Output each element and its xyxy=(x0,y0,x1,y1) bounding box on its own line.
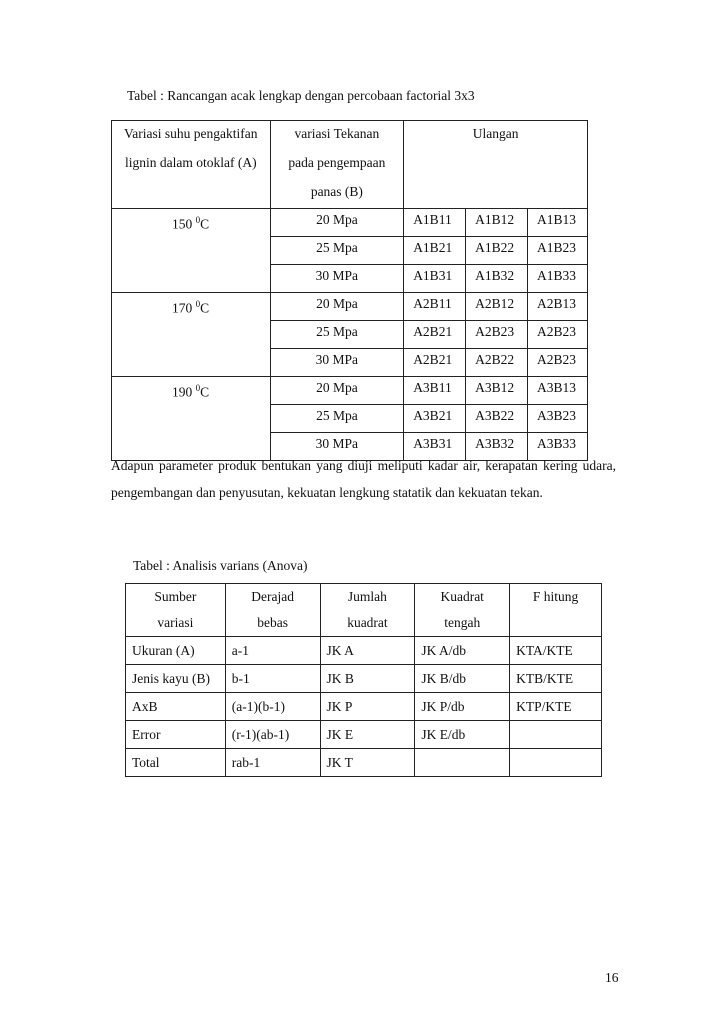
anova-cell: Total xyxy=(126,749,226,777)
anova-header-cell xyxy=(126,584,226,637)
anova-header-line: bebas xyxy=(257,615,289,630)
replicate-cell: A1B23 xyxy=(528,237,588,265)
replicate-cell: A3B33 xyxy=(528,433,588,461)
replicate-cell: A3B21 xyxy=(404,405,466,433)
anova-cell: JK T xyxy=(320,749,415,777)
temperature-cell xyxy=(112,209,271,237)
replicate-cell: A2B23 xyxy=(466,321,528,349)
anova-header-line: kuadrat xyxy=(347,615,388,630)
replicate-cell: A3B22 xyxy=(466,405,528,433)
replicate-cell: A2B21 xyxy=(404,349,466,377)
anova-header-line: F hitung xyxy=(532,589,579,604)
table2-caption: Tabel : Analisis varians (Anova) xyxy=(133,558,308,573)
anova-header-cell xyxy=(225,584,320,637)
replicate-cell: A3B11 xyxy=(404,377,466,405)
anova-cell: JK B xyxy=(320,665,415,693)
anova-cell xyxy=(510,749,602,777)
anova-cell: rab-1 xyxy=(225,749,320,777)
anova-header-line: variasi xyxy=(157,615,194,630)
anova-cell: Ukuran (A) xyxy=(126,637,226,665)
degree-superscript: 0 xyxy=(195,215,201,225)
table1-row xyxy=(112,377,588,405)
anova-header-cell xyxy=(415,584,510,637)
anova-header-line: tengah xyxy=(444,615,481,630)
anova-header-cell xyxy=(510,584,602,637)
pressure-cell: 30 MPa xyxy=(270,265,404,293)
anova-header-row xyxy=(126,584,602,637)
anova-cell: JK B/db xyxy=(415,665,510,693)
temperature-unit: C xyxy=(200,216,210,232)
table1-row xyxy=(112,293,588,321)
table1-row xyxy=(112,209,588,237)
anova-row xyxy=(126,749,602,777)
temperature-cell xyxy=(112,265,271,293)
table1-row xyxy=(112,349,588,377)
temperature-cell xyxy=(112,293,271,321)
anova-header-line: Derajad xyxy=(251,589,295,604)
anova-row xyxy=(126,665,602,693)
replicate-cell: A1B33 xyxy=(528,265,588,293)
anova-cell: KTB/KTE xyxy=(510,665,602,693)
temperature-value: 170 xyxy=(172,300,193,316)
table1-row xyxy=(112,405,588,433)
replicate-cell: A2B22 xyxy=(466,349,528,377)
replicate-cell: A1B31 xyxy=(404,265,466,293)
pressure-cell: 20 Mpa xyxy=(270,377,404,405)
anova-cell: KTA/KTE xyxy=(510,637,602,665)
replicate-cell: A3B12 xyxy=(466,377,528,405)
temperature-cell xyxy=(112,405,271,433)
anova-header-line: Kuadrat xyxy=(440,589,484,604)
replicate-cell: A1B22 xyxy=(466,237,528,265)
anova-cell: JK P xyxy=(320,693,415,721)
table1-row xyxy=(112,321,588,349)
anova-cell: JK P/db xyxy=(415,693,510,721)
page-number: 16 xyxy=(605,970,619,985)
replicate-cell: A3B31 xyxy=(404,433,466,461)
replicate-cell: A2B23 xyxy=(528,349,588,377)
temperature-cell xyxy=(112,321,271,349)
header-tekanan: panas (B) xyxy=(270,179,404,209)
replicate-cell: A1B11 xyxy=(404,209,466,237)
table1-caption: Tabel : Rancangan acak lengkap dengan percobaan factorial 3x3 xyxy=(127,88,475,103)
anova-cell xyxy=(510,721,602,749)
anova-cell: KTP/KTE xyxy=(510,693,602,721)
replicate-cell: A1B32 xyxy=(466,265,528,293)
temperature-cell xyxy=(112,377,271,405)
replicate-cell: A3B13 xyxy=(528,377,588,405)
table1-header-row xyxy=(112,121,588,151)
anova-table xyxy=(125,583,602,777)
pressure-cell: 20 Mpa xyxy=(270,293,404,321)
anova-cell: JK A/db xyxy=(415,637,510,665)
anova-cell: b-1 xyxy=(225,665,320,693)
temperature-unit: C xyxy=(200,300,210,316)
anova-header-line: Jumlah xyxy=(347,589,387,604)
pressure-cell: 25 Mpa xyxy=(270,237,404,265)
replicate-cell: A1B21 xyxy=(404,237,466,265)
pressure-cell: 30 MPa xyxy=(270,349,404,377)
anova-cell: JK A xyxy=(320,637,415,665)
anova-cell xyxy=(415,749,510,777)
anova-header-cell xyxy=(320,584,415,637)
temperature-value: 150 xyxy=(172,216,193,232)
header-suhu: Variasi suhu pengaktifan xyxy=(112,121,271,151)
temperature-unit: C xyxy=(200,384,210,400)
replicate-cell: A1B12 xyxy=(466,209,528,237)
replicate-cell: A1B13 xyxy=(528,209,588,237)
anova-cell: JK E xyxy=(320,721,415,749)
header-tekanan: variasi Tekanan xyxy=(270,121,404,151)
anova-cell: Error xyxy=(126,721,226,749)
pressure-cell: 25 Mpa xyxy=(270,321,404,349)
anova-cell: (a-1)(b-1) xyxy=(225,693,320,721)
replicate-cell: A3B32 xyxy=(466,433,528,461)
temperature-cell xyxy=(112,237,271,265)
replicate-cell: A2B11 xyxy=(404,293,466,321)
anova-row xyxy=(126,637,602,665)
table1-row xyxy=(112,237,588,265)
replicate-cell: A2B13 xyxy=(528,293,588,321)
header-suhu: lignin dalam otoklaf (A) xyxy=(112,150,271,179)
temperature-cell xyxy=(112,349,271,377)
pressure-cell: 30 MPa xyxy=(270,433,404,461)
table1-row xyxy=(112,265,588,293)
anova-cell: Jenis kayu (B) xyxy=(126,665,226,693)
temperature-value: 190 xyxy=(172,384,193,400)
replicate-cell: A2B21 xyxy=(404,321,466,349)
anova-header-line: Sumber xyxy=(154,589,197,604)
pressure-cell: 20 Mpa xyxy=(270,209,404,237)
parameter-paragraph: Adapun parameter produk bentukan yang diuji meliputi kadar air, kerapatan kering udara, pengembangan dan penyusutan, kekuatan lengkung statatik dan kekuatan tekan. xyxy=(111,458,616,500)
replicate-cell: A2B23 xyxy=(528,321,588,349)
header-tekanan: pada pengempaan xyxy=(270,150,404,179)
anova-cell: a-1 xyxy=(225,637,320,665)
header-suhu xyxy=(112,179,271,209)
factorial-design-table xyxy=(111,120,588,461)
header-ulangan: Ulangan xyxy=(404,121,588,209)
pressure-cell: 25 Mpa xyxy=(270,405,404,433)
replicate-cell: A2B12 xyxy=(466,293,528,321)
anova-row xyxy=(126,693,602,721)
degree-superscript: 0 xyxy=(195,299,201,309)
replicate-cell: A3B23 xyxy=(528,405,588,433)
anova-cell: JK E/db xyxy=(415,721,510,749)
anova-cell: AxB xyxy=(126,693,226,721)
anova-cell: (r-1)(ab-1) xyxy=(225,721,320,749)
degree-superscript: 0 xyxy=(195,383,201,393)
anova-row xyxy=(126,721,602,749)
